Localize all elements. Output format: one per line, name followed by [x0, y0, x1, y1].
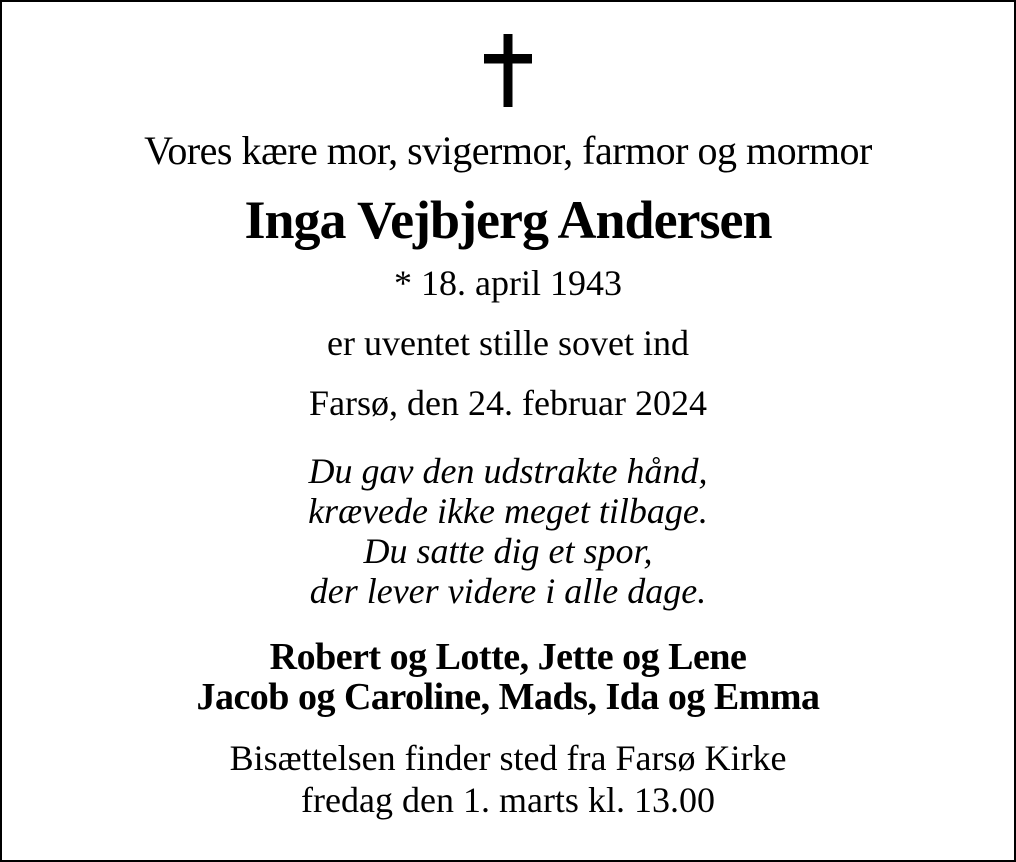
poem-line: der lever videre i alle dage.	[309, 571, 707, 611]
poem-line: Du gav den udstrakte hånd,	[308, 451, 708, 491]
intro-line: Vores kære mor, svigermor, farmor og mormor	[144, 128, 872, 173]
funeral-line: fredag den 1. marts kl. 13.00	[301, 780, 715, 820]
funeral-line: Bisættelsen finder sted fra Farsø Kirke	[229, 738, 787, 778]
poem-line: Du satte dig et spor,	[363, 531, 653, 571]
poem-line: krævede ikke meget tilbage.	[308, 491, 708, 531]
death-statement: er uventet stille sovet ind	[327, 323, 689, 363]
cross-icon	[2, 34, 1014, 107]
place-and-date: Farsø, den 24. februar 2024	[309, 383, 707, 423]
funeral-info	[2, 737, 1014, 821]
memorial-poem	[2, 451, 1014, 611]
family-line: Jacob og Caroline, Mads, Ida og Emma	[196, 676, 820, 718]
deceased-name: Inga Vejbjerg Andersen	[244, 190, 772, 250]
birth-date: * 18. april 1943	[394, 263, 622, 303]
family-names	[2, 637, 1014, 717]
family-line: Robert og Lotte, Jette og Lene	[269, 636, 747, 678]
